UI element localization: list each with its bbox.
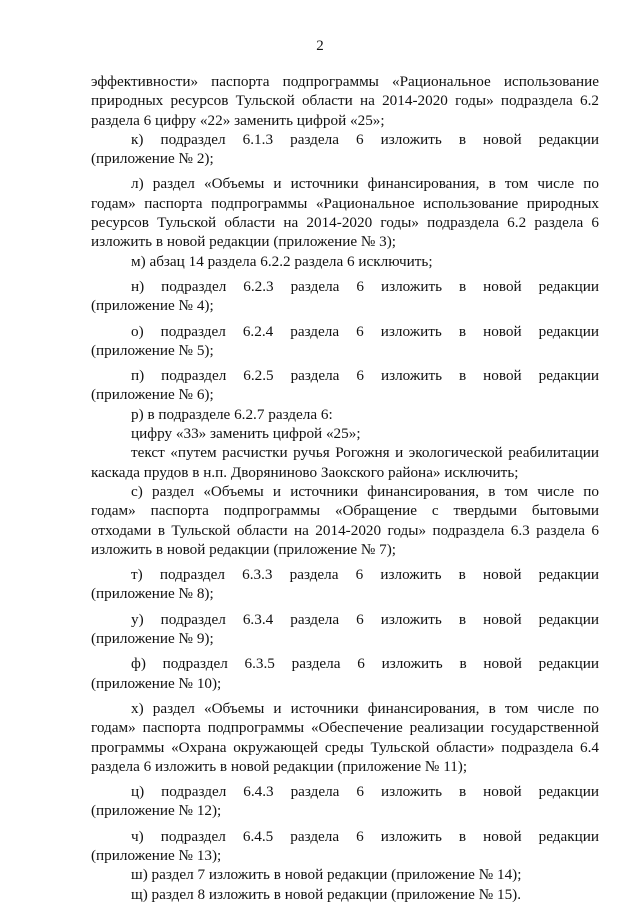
paragraph-p_ts (91, 782, 599, 821)
paragraph-p_ch (91, 827, 599, 866)
text-line: текст «путем расчистки ручья Рогожня и экологической реабилитации (131, 444, 599, 462)
text-line: щ) раздел 8 изложить в новой редакции (приложение № 15). (131, 885, 522, 903)
text-line: ш) раздел 7 изложить в новой редакции (приложение № 14); (131, 866, 522, 884)
text-line: о) подраздел 6.2.4 раздела 6 изложить в новой редакции (131, 322, 599, 340)
text-line: раздела 6 цифру «22» заменить цифрой «25»; (91, 111, 385, 129)
paragraph-p_kh (91, 699, 599, 776)
text-line: годам» паспорта подпрограммы «Рациональное использование природных (91, 194, 599, 212)
paragraph-p_o (91, 322, 599, 361)
text-line: изложить в новой редакции (приложение № 3); (91, 233, 397, 251)
text-line: каскада прудов в н.п. Дворяниново Заокского района» исключить; (91, 463, 519, 481)
paragraph-p_n (91, 277, 599, 316)
text-line: (приложение № 6); (91, 386, 214, 404)
paragraph-p_l (91, 174, 599, 251)
text-line: (приложение № 13); (91, 846, 222, 864)
text-line: эффективности» паспорта подпрограммы «Рациональное использование (91, 73, 599, 90)
document-body (91, 72, 599, 904)
text-line: х) раздел «Объемы и источники финансирования, в том числе по (131, 699, 599, 717)
page-number: 2 (316, 38, 324, 54)
paragraph-p_p (91, 366, 599, 405)
text-line: цифру «33» заменить цифрой «25»; (131, 425, 361, 443)
text-line: годам» паспорта подпрограммы «Обращение с твердыми бытовыми (91, 502, 599, 520)
text-line: природных ресурсов Тульской области на 2014-2020 годы» подраздела 6.2 (91, 92, 599, 110)
paragraph-p0 (91, 72, 599, 130)
text-line: м) абзац 14 раздела 6.2.2 раздела 6 исключить; (131, 252, 433, 270)
text-line: (приложение № 8); (91, 585, 214, 603)
text-line: раздела 6 изложить в новой редакции (приложение № 11); (91, 757, 468, 775)
paragraph-p_m (91, 252, 599, 271)
text-line: у) подраздел 6.3.4 раздела 6 изложить в новой редакции (131, 610, 599, 628)
paragraph-p_s (91, 482, 599, 559)
paragraph-p_u (91, 610, 599, 649)
paragraph-p_shch (91, 885, 599, 904)
text-line: (приложение № 10); (91, 674, 222, 692)
text-line: к) подраздел 6.1.3 раздела 6 изложить в новой редакции (131, 130, 599, 148)
text-line: р) в подразделе 6.2.7 раздела 6: (131, 405, 333, 423)
text-line: отходами в Тульской области на 2014-2020 годы» подраздела 6.3 раздела 6 (91, 521, 599, 539)
paragraph-p_t (91, 565, 599, 604)
text-line: (приложение № 5); (91, 341, 214, 359)
paragraph-p_r (91, 405, 599, 424)
text-line: (приложение № 9); (91, 630, 214, 648)
text-line: (приложение № 2); (91, 150, 214, 168)
paragraph-p_r1 (91, 424, 599, 443)
text-line: т) подраздел 6.3.3 раздела 6 изложить в новой редакции (131, 566, 599, 584)
paragraph-p_r2 (91, 443, 599, 482)
text-line: с) раздел «Объемы и источники финансирования, в том числе по (131, 482, 599, 500)
text-line: ф) подраздел 6.3.5 раздела 6 изложить в новой редакции (131, 655, 599, 673)
text-line: изложить в новой редакции (приложение № 7); (91, 540, 397, 558)
text-line: ресурсов Тульской области на 2014-2020 годы» подраздела 6.2 раздела 6 (91, 214, 599, 232)
text-line: ч) подраздел 6.4.5 раздела 6 изложить в новой редакции (131, 827, 599, 845)
paragraph-p_f (91, 654, 599, 693)
text-line: ц) подраздел 6.4.3 раздела 6 изложить в новой редакции (131, 783, 599, 801)
paragraph-p_sh (91, 865, 599, 884)
text-line: н) подраздел 6.2.3 раздела 6 изложить в новой редакции (131, 277, 599, 295)
text-line: годам» паспорта подпрограммы «Обеспечение реализации государственной (91, 719, 599, 737)
text-line: программы «Охрана окружающей среды Тульской области» подраздела 6.4 (91, 738, 599, 756)
text-line: (приложение № 12); (91, 802, 222, 820)
text-line: п) подраздел 6.2.5 раздела 6 изложить в новой редакции (131, 367, 599, 385)
text-line: л) раздел «Объемы и источники финансирования, в том числе по (131, 175, 599, 193)
paragraph-p_k (91, 130, 599, 169)
text-line: (приложение № 4); (91, 297, 214, 315)
